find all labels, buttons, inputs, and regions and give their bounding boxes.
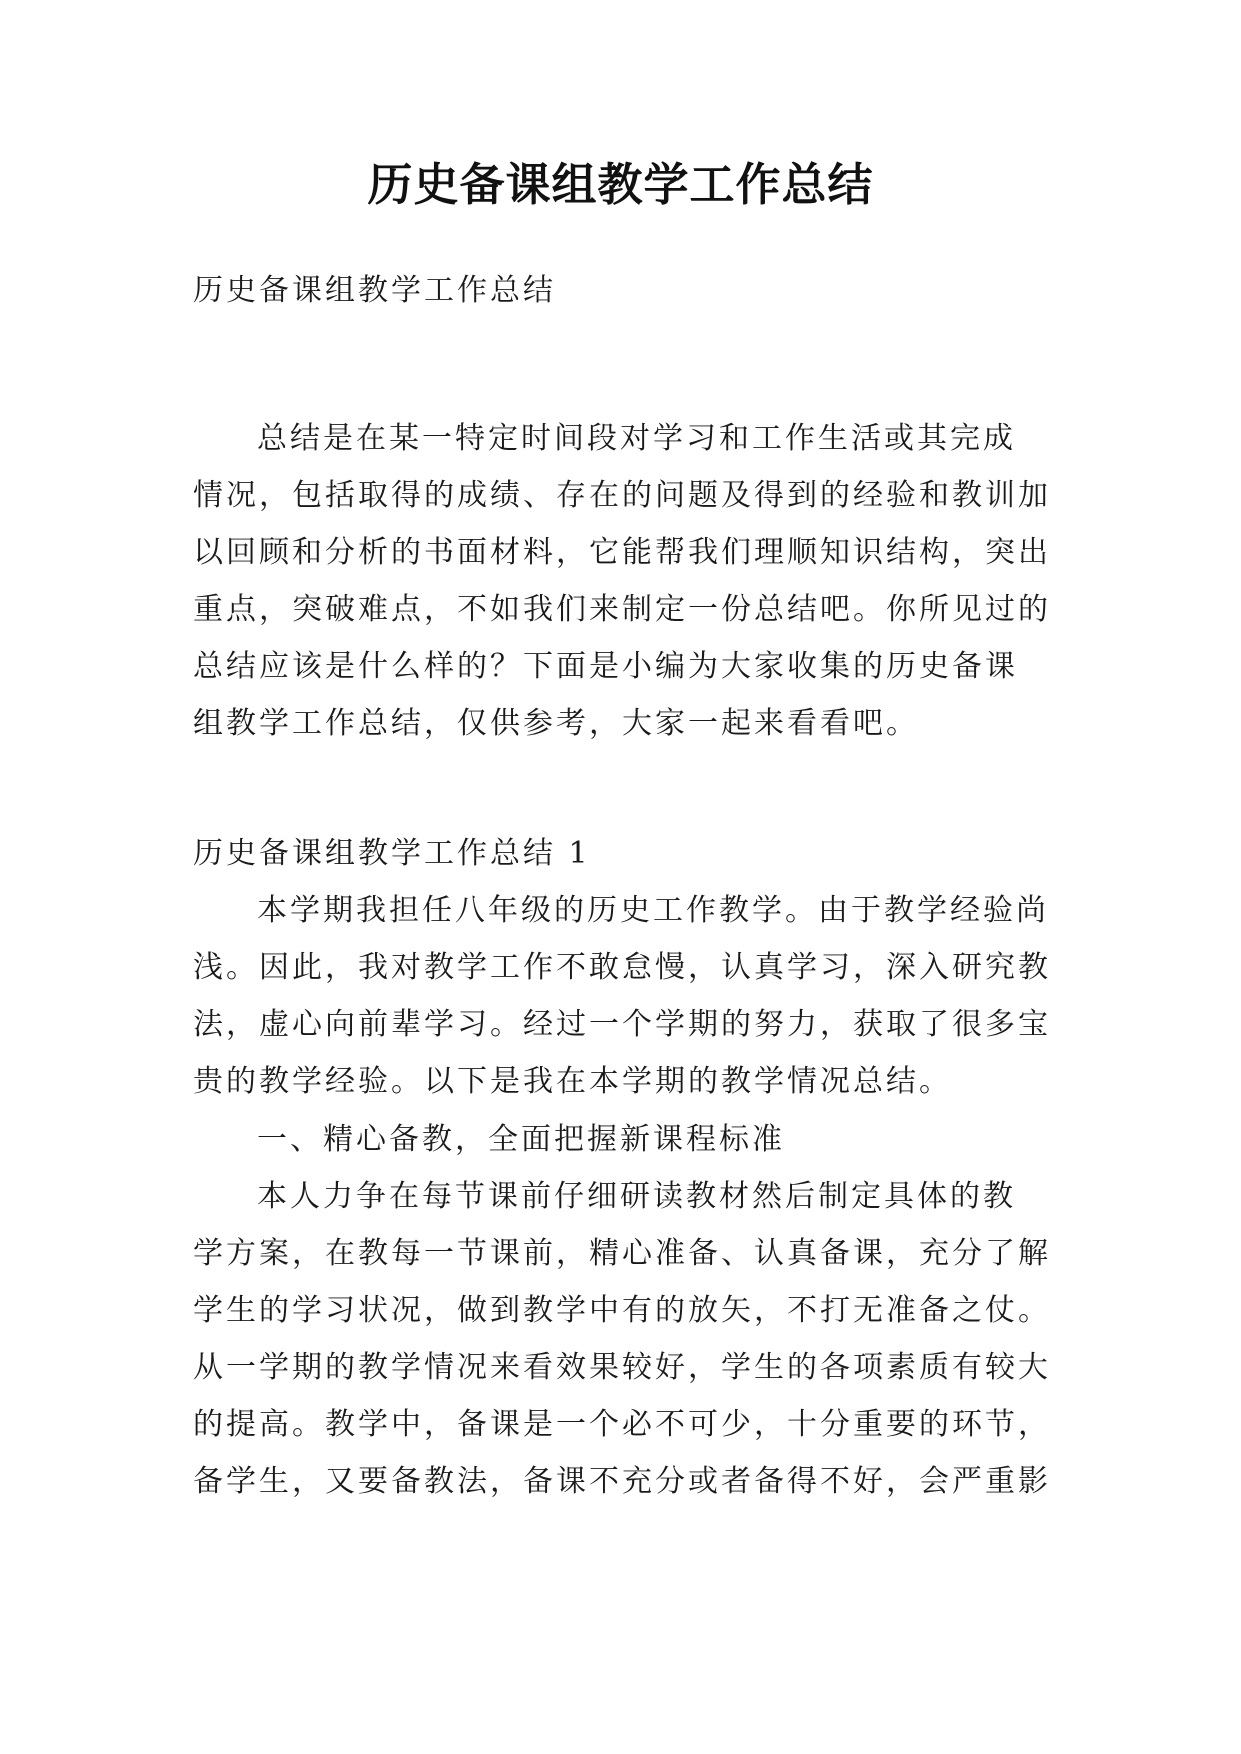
section-heading: 历史备课组教学工作总结 1: [193, 836, 591, 871]
intro-paragraph: [193, 410, 1053, 752]
point-line: 的提高。教学中，备课是一个必不可少，十分重要的环节，: [193, 1407, 1051, 1442]
point-paragraph: [193, 1168, 1053, 1510]
section-line: 法，虚心向前辈学习。经过一个学期的努力，获取了很多宝: [193, 1007, 1051, 1042]
page-title: 历史备课组教学工作总结: [367, 158, 874, 211]
point-line: 备学生，又要备教法，备课不充分或者备得不好，会严重影: [193, 1464, 1051, 1499]
section-line: 贵的教学经验。以下是我在本学期的教学情况总结。: [193, 1064, 952, 1099]
intro-line: 情况，包括取得的成绩、存在的问题及得到的经验和教训加: [193, 478, 1051, 513]
section-line: 浅。因此，我对教学工作不敢怠慢，认真学习，深入研究教: [193, 950, 1051, 985]
intro-line: 总结应该是什么样的？下面是小编为大家收集的历史备课: [193, 649, 1018, 684]
point-line: 学方案，在教每一节课前，精心准备、认真备课，充分了解: [193, 1236, 1051, 1271]
point-heading: 一、精心备教，全面把握新课程标准: [257, 1122, 785, 1157]
intro-line: 总结是在某一特定时间段对学习和工作生活或其完成: [257, 421, 1016, 456]
intro-line: 以回顾和分析的书面材料，它能帮我们理顺知识结构，突出: [193, 535, 1051, 570]
intro-line: 重点，突破难点，不如我们来制定一份总结吧。你所见过的: [193, 592, 1051, 627]
document-subtitle: 历史备课组教学工作总结: [193, 273, 556, 308]
section-line: 本学期我担任八年级的历史工作教学。由于教学经验尚: [257, 893, 1049, 928]
point-line: 学生的学习状况，做到教学中有的放矢，不打无准备之仗。: [193, 1293, 1051, 1328]
intro-line: 组教学工作总结，仅供参考，大家一起来看看吧。: [193, 706, 919, 741]
section-paragraph: [193, 882, 1053, 1110]
point-line: 本人力争在每节课前仔细研读教材然后制定具体的教: [257, 1179, 1016, 1214]
point-line: 从一学期的教学情况来看效果较好，学生的各项素质有较大: [193, 1350, 1051, 1385]
